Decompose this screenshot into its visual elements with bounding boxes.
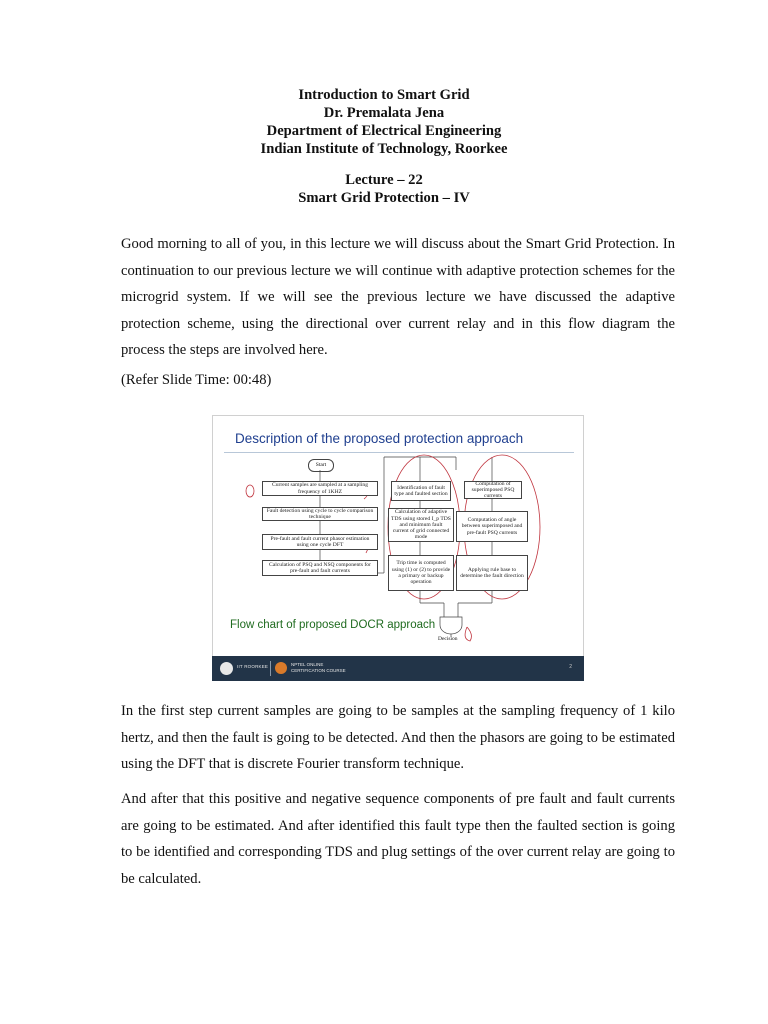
paragraph-first-step: In the first step current samples are going to be samples at the sampling frequency of 1 kilo hertz, and then the fault is going to be detected. And then the phasors are going to be estimated using the DFT that is discrete Fourier transform technique. xyxy=(121,703,675,772)
slide-caption: Flow chart of proposed DOCR approach xyxy=(230,619,436,631)
slide-footer xyxy=(212,656,584,681)
iit-roorkee-label: IIT ROORKEE xyxy=(237,664,269,669)
course-title: Introduction to Smart Grid xyxy=(298,87,470,103)
author-name: Dr. Premalata Jena xyxy=(323,105,445,121)
refer-slide-time: (Refer Slide Time: 00:48) xyxy=(121,372,272,388)
flow-box-trip-time: Trip time is computed using (1) or (2) to provide a primary or backup operation xyxy=(388,555,454,591)
flow-box-phasor-estimation: Pre-fault and fault current phasor estimation using one cycle DFT xyxy=(262,534,378,550)
flow-box-adaptive-tds: Calculation of adaptive TDS using stored I_p TDS and minimum fault current of grid connected mode xyxy=(388,508,454,542)
flow-box-fault-identification: Identification of fault type and faulted section xyxy=(391,481,451,501)
flow-box-angle-computation: Computation of angle between superimposed and pre-fault PSQ currents xyxy=(456,511,528,542)
nptel-logo-icon xyxy=(275,662,287,674)
slide-page-number: 2 xyxy=(569,664,572,670)
nptel-label-line2: CERTIFICATION COURSE xyxy=(291,668,346,673)
flow-box-superimposed-psq: Computation of superimposed PSQ currents xyxy=(464,481,522,499)
flow-box-rule-base: Applying rule base to determine the fault direction xyxy=(456,555,528,591)
lecture-topic: Smart Grid Protection – IV xyxy=(298,190,470,206)
lecture-slide xyxy=(212,415,584,681)
institute-name: Indian Institute of Technology, Roorkee xyxy=(260,141,508,157)
flow-start-node: Start xyxy=(308,459,334,472)
flow-box-fault-detection: Fault detection using cycle to cycle comparison technique xyxy=(262,507,378,521)
flow-decision-label: Decision xyxy=(438,636,458,642)
iit-roorkee-logo-icon xyxy=(220,662,233,675)
slide-title: Description of the proposed protection approach xyxy=(235,431,524,446)
paragraph-sequence-components: And after that this positive and negative sequence components of pre fault and fault currents are going to be estimated. And after identified this fault type then the faulted section is going to be identified and corresponding TDS and plug settings of the over current relay are going to be calculated. xyxy=(121,791,675,887)
flow-box-psq-nsq: Calculation of PSQ and NSQ components for pre-fault and fault currents xyxy=(262,560,378,576)
nptel-label xyxy=(291,662,346,674)
document-header xyxy=(0,86,768,207)
nptel-label-line1: NPTEL ONLINE xyxy=(291,662,324,667)
intro-paragraph: Good morning to all of you, in this lecture we will discuss about the Smart Grid Protection. In continuation to our previous lecture we will continue with adaptive protection schemes for the microgrid system. If we will see the previous lecture we have discussed the adaptive protection scheme, using the directional over current relay and in this flow diagram the process the steps are involved here. xyxy=(121,236,675,358)
department-name: Department of Electrical Engineering xyxy=(266,123,502,139)
lecture-number: Lecture – 22 xyxy=(345,172,423,188)
flow-box-sampling: Current samples are sampled at a sampling frequency of 1KHZ xyxy=(262,481,378,496)
